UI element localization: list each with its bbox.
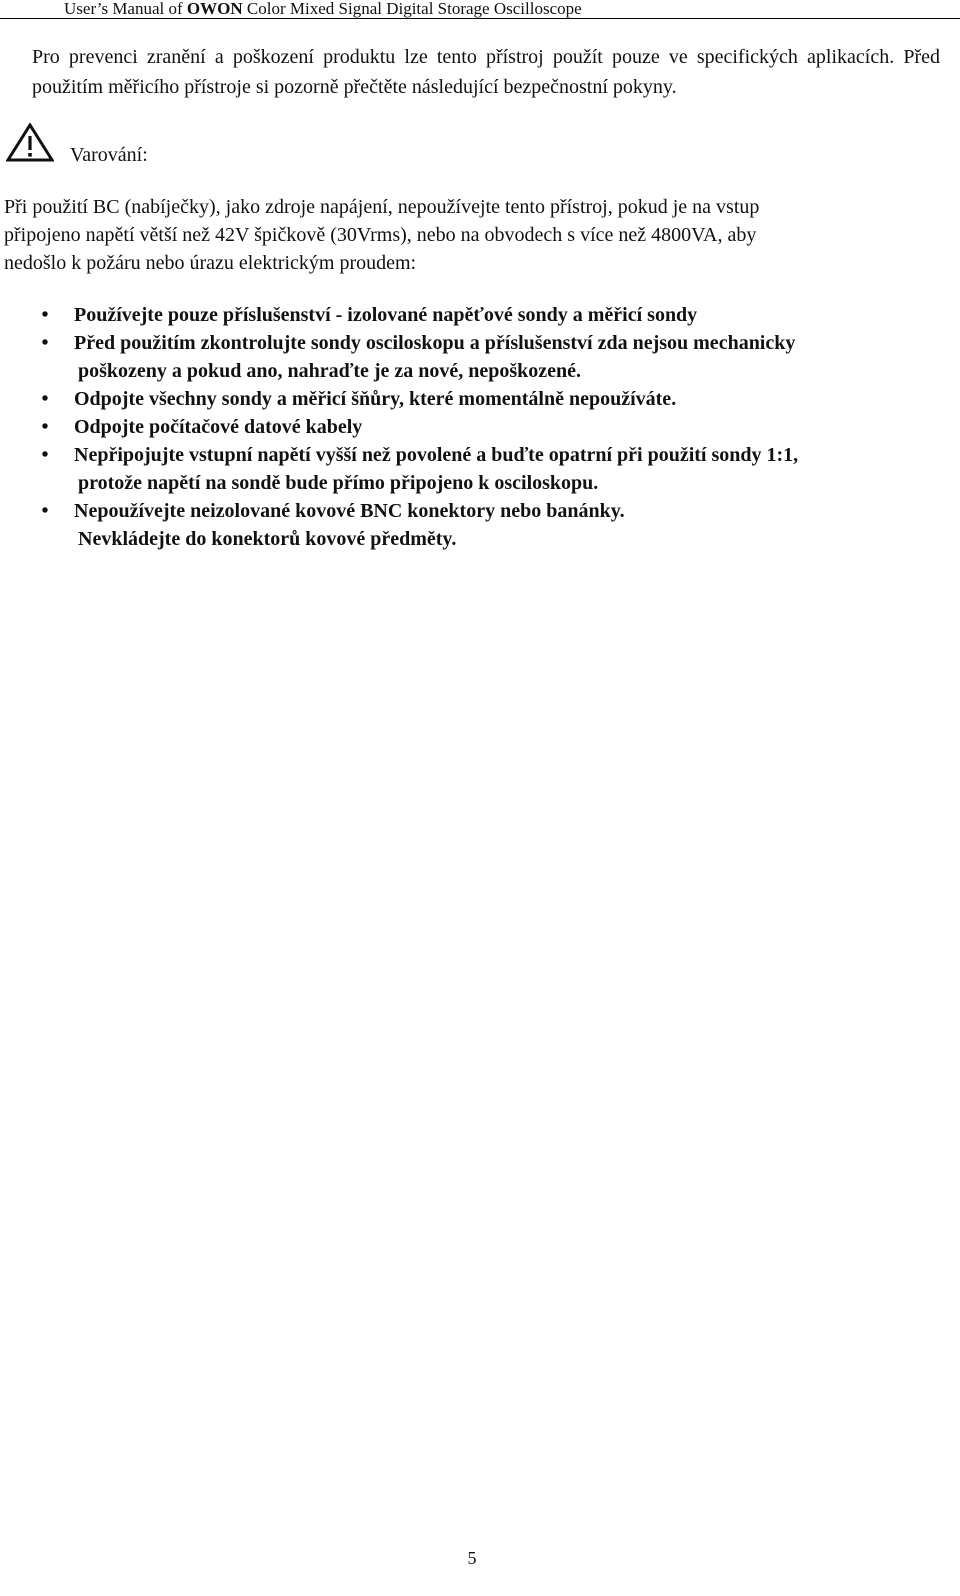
warning-paragraph [4, 193, 944, 277]
list-item [0, 413, 960, 441]
header-suffix: Color Mixed Signal Digital Storage Oscilloscope [242, 0, 582, 18]
list-item [0, 497, 960, 553]
rule-text: Odpojte všechny sondy a měřicí šňůry, které momentálně nepoužíváte. [74, 388, 677, 410]
bullet-icon: • [41, 332, 49, 354]
warning-heading [6, 123, 406, 171]
safety-rules-list [0, 301, 960, 553]
list-item [0, 385, 960, 413]
rule-continuation: poškozeny a pokud ano, nahraďte je za nové, nepoškozené. [78, 360, 582, 382]
bullet-icon: • [41, 304, 49, 326]
warning-label: Varování: [70, 144, 148, 166]
page-header [0, 0, 960, 19]
bullet-icon: • [41, 500, 49, 522]
rule-continuation: Nevkládejte do konektorů kovové předměty. [78, 528, 457, 550]
warning-triangle-icon [6, 123, 54, 163]
rule-text: Odpojte počítačové datové kabely [74, 416, 363, 438]
list-item [0, 441, 960, 497]
bullet-icon: • [41, 444, 49, 466]
list-item [0, 329, 960, 385]
header-prefix: User’s Manual of [64, 0, 187, 18]
header-title [64, 0, 582, 19]
rule-continuation: protože napětí na sondě bude přímo připojeno k osciloskopu. [78, 472, 599, 494]
header-brand: OWON [186, 0, 243, 18]
list-item [0, 301, 960, 329]
page-number: 5 [467, 1548, 477, 1568]
rule-text: Nepřipojujte vstupní napětí vyšší než povolené a buďte opatrní při použití sondy 1:1, [74, 444, 799, 466]
bullet-icon: • [41, 416, 49, 438]
warning-line: nedošlo k požáru nebo úrazu elektrickým proudem: [4, 252, 417, 274]
rule-text: Před použitím zkontrolujte sondy osciloskopu a příslušenství zda nejsou mechanicky [74, 332, 796, 354]
warning-line: Při použití BC (nabíječky), jako zdroje napájení, nepoužívejte tento přístroj, pokud je na vstup [4, 196, 760, 218]
intro-paragraph: Pro prevenci zranění a poškození produktu lze tento přístroj použít pouze ve specifických aplikacích. Před použitím měřicího přístroje si pozorně přečtěte následující bezpečnostní pokyny. [32, 46, 940, 98]
rule-text: Používejte pouze příslušenství - izolované napěťové sondy a měřicí sondy [74, 304, 698, 326]
rule-text: Nepoužívejte neizolované kovové BNC konektory nebo banánky. [74, 500, 625, 522]
warning-line: připojeno napětí větší než 42V špičkově (30Vrms), nebo na obvodech s více než 4800VA, aby [4, 224, 757, 246]
bullet-icon: • [41, 388, 49, 410]
